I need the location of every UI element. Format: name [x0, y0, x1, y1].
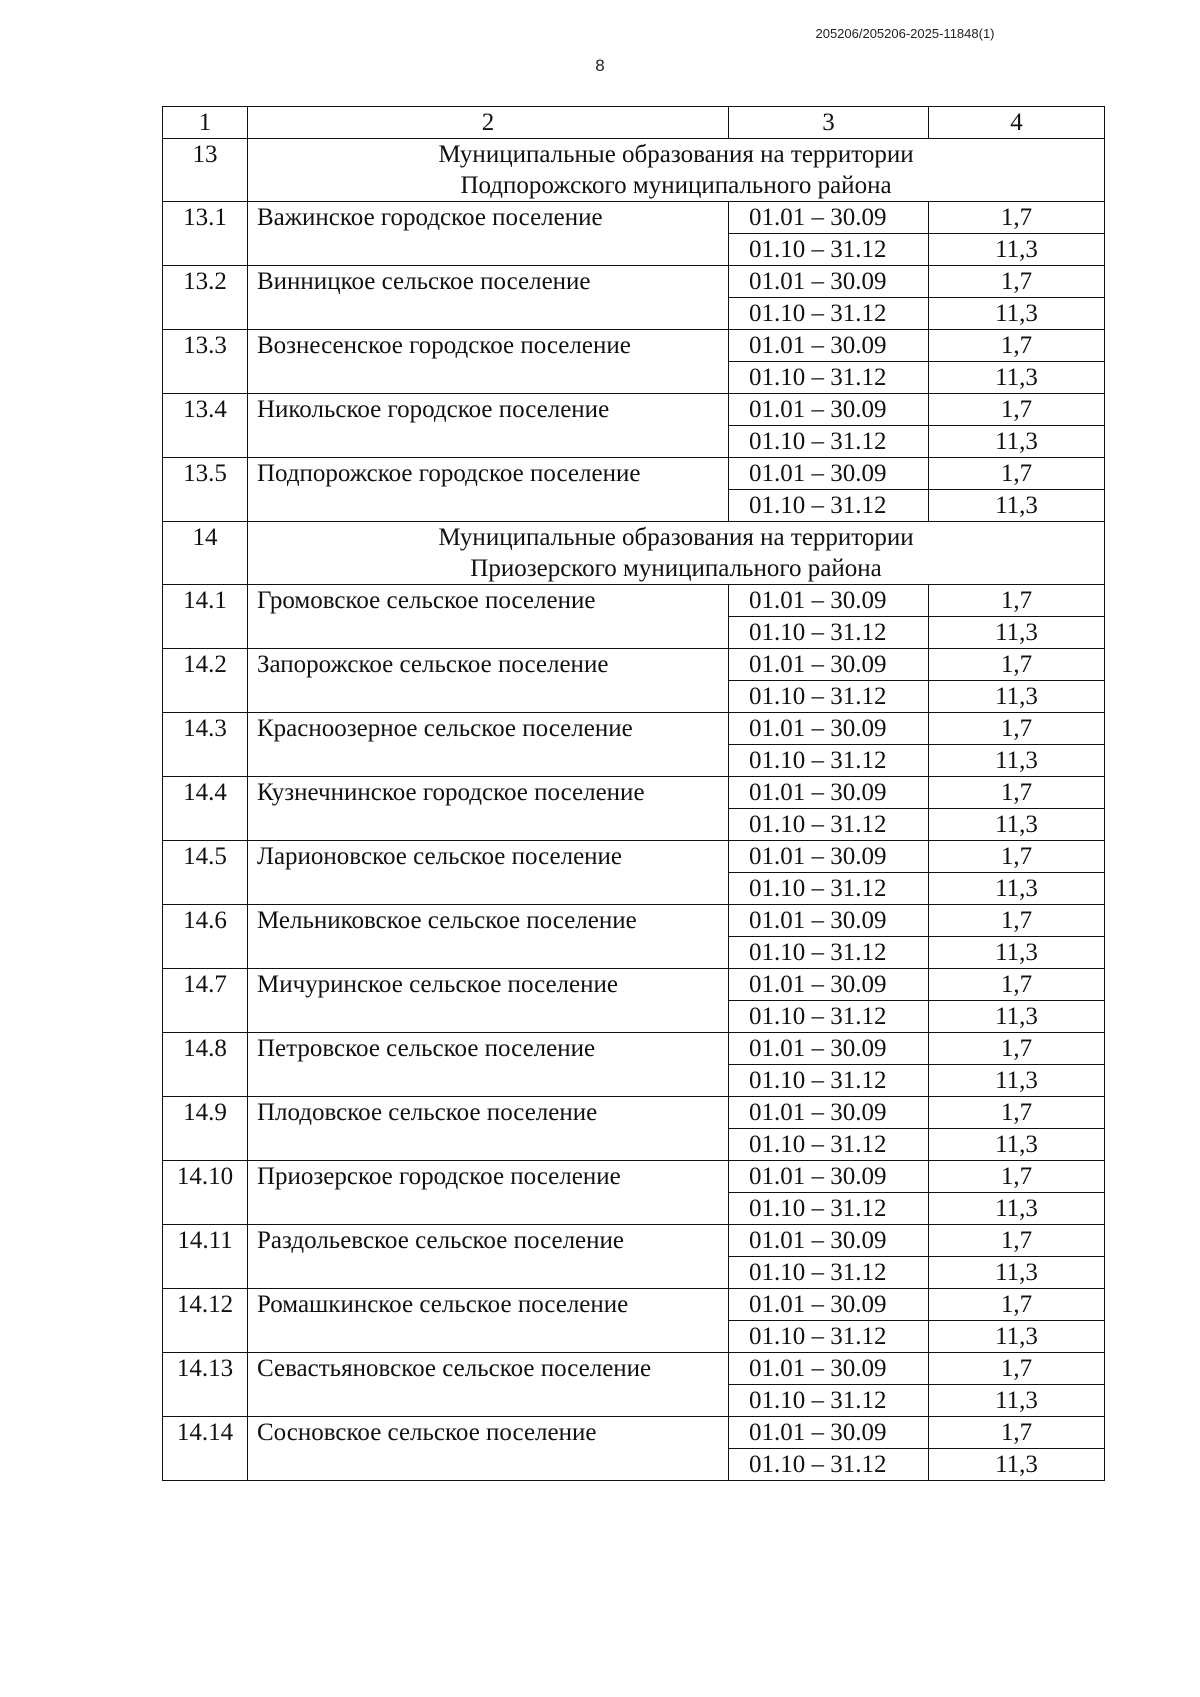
value-cell: 11,3 [929, 617, 1105, 649]
period-cell: 01.10 – 31.12 [729, 490, 929, 522]
value-cell: 1,7 [929, 1417, 1105, 1449]
settlement-name: Громовское сельское поселение [248, 585, 729, 649]
table-row [163, 1033, 1105, 1065]
group-number: 14 [163, 522, 248, 585]
document-id: 205206/205206-2025-11848(1) [815, 26, 995, 41]
period-cell: 01.01 – 30.09 [729, 585, 929, 617]
group-title-line-1: Муниципальные образования на территории [438, 524, 914, 551]
column-number-4: 4 [929, 107, 1105, 139]
period-cell: 01.10 – 31.12 [729, 873, 929, 905]
period-cell: 01.10 – 31.12 [729, 1257, 929, 1289]
settlement-name: Подпорожское городское поселение [248, 458, 729, 522]
value-cell: 1,7 [929, 777, 1105, 809]
value-cell: 1,7 [929, 202, 1105, 234]
row-number: 14.6 [163, 905, 248, 969]
group-title [248, 139, 1105, 202]
value-cell: 11,3 [929, 1257, 1105, 1289]
period-cell: 01.10 – 31.12 [729, 1001, 929, 1033]
row-number: 14.1 [163, 585, 248, 649]
period-cell: 01.10 – 31.12 [729, 617, 929, 649]
column-number-2: 2 [248, 107, 729, 139]
row-number: 14.5 [163, 841, 248, 905]
period-cell: 01.01 – 30.09 [729, 905, 929, 937]
settlement-name: Приозерское городское поселение [248, 1161, 729, 1225]
period-cell: 01.01 – 30.09 [729, 202, 929, 234]
group-title-line-2: Приозерского муниципального района [470, 555, 882, 582]
period-cell: 01.01 – 30.09 [729, 1417, 929, 1449]
row-number: 14.4 [163, 777, 248, 841]
settlement-name: Никольское городское поселение [248, 394, 729, 458]
page-number: 8 [595, 56, 605, 75]
period-cell: 01.01 – 30.09 [729, 1097, 929, 1129]
value-cell: 11,3 [929, 426, 1105, 458]
settlement-name: Важинское городское поселение [248, 202, 729, 266]
value-cell: 1,7 [929, 266, 1105, 298]
period-cell: 01.10 – 31.12 [729, 1321, 929, 1353]
value-cell: 1,7 [929, 1289, 1105, 1321]
table-row [163, 1161, 1105, 1193]
row-number: 13.1 [163, 202, 248, 266]
value-cell: 11,3 [929, 1129, 1105, 1161]
table-row [163, 458, 1105, 490]
row-number: 14.11 [163, 1225, 248, 1289]
row-number: 14.9 [163, 1097, 248, 1161]
settlement-name: Раздольевское сельское поселение [248, 1225, 729, 1289]
value-cell: 11,3 [929, 298, 1105, 330]
value-cell: 11,3 [929, 1065, 1105, 1097]
settlement-name: Красноозерное сельское поселение [248, 713, 729, 777]
period-cell: 01.01 – 30.09 [729, 266, 929, 298]
table-row [163, 649, 1105, 681]
value-cell: 1,7 [929, 905, 1105, 937]
period-cell: 01.10 – 31.12 [729, 937, 929, 969]
group-number: 13 [163, 139, 248, 202]
value-cell: 1,7 [929, 969, 1105, 1001]
value-cell: 11,3 [929, 937, 1105, 969]
tariff-table-container [162, 106, 1104, 1481]
row-number: 14.14 [163, 1417, 248, 1481]
settlement-name: Ромашкинское сельское поселение [248, 1289, 729, 1353]
tariff-table [162, 106, 1105, 1481]
value-cell: 11,3 [929, 873, 1105, 905]
value-cell: 1,7 [929, 458, 1105, 490]
value-cell: 1,7 [929, 1033, 1105, 1065]
table-row [163, 1225, 1105, 1257]
table-row [163, 1289, 1105, 1321]
row-number: 13.3 [163, 330, 248, 394]
table-row [163, 969, 1105, 1001]
value-cell: 1,7 [929, 841, 1105, 873]
group-title-line-2: Подпорожского муниципального района [460, 172, 892, 199]
value-cell: 1,7 [929, 585, 1105, 617]
value-cell: 1,7 [929, 1225, 1105, 1257]
row-number: 14.3 [163, 713, 248, 777]
row-number: 14.8 [163, 1033, 248, 1097]
value-cell: 11,3 [929, 745, 1105, 777]
period-cell: 01.01 – 30.09 [729, 394, 929, 426]
value-cell: 11,3 [929, 1321, 1105, 1353]
period-cell: 01.10 – 31.12 [729, 426, 929, 458]
period-cell: 01.01 – 30.09 [729, 713, 929, 745]
table-row [163, 1353, 1105, 1385]
period-cell: 01.10 – 31.12 [729, 681, 929, 713]
period-cell: 01.01 – 30.09 [729, 1353, 929, 1385]
period-cell: 01.01 – 30.09 [729, 458, 929, 490]
value-cell: 11,3 [929, 234, 1105, 266]
column-number-row [163, 107, 1105, 139]
settlement-name: Ларионовское сельское поселение [248, 841, 729, 905]
value-cell: 11,3 [929, 1001, 1105, 1033]
value-cell: 1,7 [929, 1097, 1105, 1129]
period-cell: 01.10 – 31.12 [729, 362, 929, 394]
settlement-name: Петровское сельское поселение [248, 1033, 729, 1097]
row-number: 14.2 [163, 649, 248, 713]
period-cell: 01.01 – 30.09 [729, 1033, 929, 1065]
period-cell: 01.10 – 31.12 [729, 1129, 929, 1161]
table-row [163, 841, 1105, 873]
row-number: 14.12 [163, 1289, 248, 1353]
table-row [163, 394, 1105, 426]
group-title [248, 522, 1105, 585]
period-cell: 01.01 – 30.09 [729, 969, 929, 1001]
value-cell: 1,7 [929, 394, 1105, 426]
table-body [163, 107, 1105, 1481]
period-cell: 01.01 – 30.09 [729, 1289, 929, 1321]
value-cell: 11,3 [929, 809, 1105, 841]
period-cell: 01.10 – 31.12 [729, 1193, 929, 1225]
value-cell: 11,3 [929, 1449, 1105, 1481]
period-cell: 01.10 – 31.12 [729, 809, 929, 841]
settlement-name: Запорожское сельское поселение [248, 649, 729, 713]
value-cell: 11,3 [929, 1385, 1105, 1417]
row-number: 14.13 [163, 1353, 248, 1417]
period-cell: 01.01 – 30.09 [729, 1161, 929, 1193]
period-cell: 01.10 – 31.12 [729, 1449, 929, 1481]
period-cell: 01.10 – 31.12 [729, 1385, 929, 1417]
period-cell: 01.10 – 31.12 [729, 1065, 929, 1097]
table-row [163, 202, 1105, 234]
settlement-name: Сосновское сельское поселение [248, 1417, 729, 1481]
value-cell: 11,3 [929, 681, 1105, 713]
settlement-name: Мичуринское сельское поселение [248, 969, 729, 1033]
value-cell: 11,3 [929, 1193, 1105, 1225]
table-row [163, 1417, 1105, 1449]
value-cell: 1,7 [929, 330, 1105, 362]
value-cell: 1,7 [929, 1161, 1105, 1193]
table-row [163, 266, 1105, 298]
settlement-name: Винницкое сельское поселение [248, 266, 729, 330]
group-header-row [163, 522, 1105, 585]
group-title-line-1: Муниципальные образования на территории [438, 141, 914, 168]
period-cell: 01.01 – 30.09 [729, 777, 929, 809]
value-cell: 1,7 [929, 1353, 1105, 1385]
table-row [163, 1097, 1105, 1129]
period-cell: 01.10 – 31.12 [729, 234, 929, 266]
row-number: 14.7 [163, 969, 248, 1033]
period-cell: 01.01 – 30.09 [729, 1225, 929, 1257]
value-cell: 1,7 [929, 649, 1105, 681]
period-cell: 01.01 – 30.09 [729, 649, 929, 681]
group-header-row [163, 139, 1105, 202]
value-cell: 11,3 [929, 490, 1105, 522]
row-number: 14.10 [163, 1161, 248, 1225]
row-number: 13.2 [163, 266, 248, 330]
settlement-name: Вознесенское городское поселение [248, 330, 729, 394]
table-row [163, 713, 1105, 745]
settlement-name: Мельниковское сельское поселение [248, 905, 729, 969]
period-cell: 01.01 – 30.09 [729, 330, 929, 362]
column-number-3: 3 [729, 107, 929, 139]
period-cell: 01.01 – 30.09 [729, 841, 929, 873]
value-cell: 11,3 [929, 362, 1105, 394]
table-row [163, 330, 1105, 362]
table-row [163, 905, 1105, 937]
table-row [163, 777, 1105, 809]
period-cell: 01.10 – 31.12 [729, 745, 929, 777]
period-cell: 01.10 – 31.12 [729, 298, 929, 330]
row-number: 13.4 [163, 394, 248, 458]
row-number: 13.5 [163, 458, 248, 522]
value-cell: 1,7 [929, 713, 1105, 745]
settlement-name: Севастьяновское сельское поселение [248, 1353, 729, 1417]
column-number-1: 1 [163, 107, 248, 139]
settlement-name: Кузнечнинское городское поселение [248, 777, 729, 841]
table-row [163, 585, 1105, 617]
settlement-name: Плодовское сельское поселение [248, 1097, 729, 1161]
